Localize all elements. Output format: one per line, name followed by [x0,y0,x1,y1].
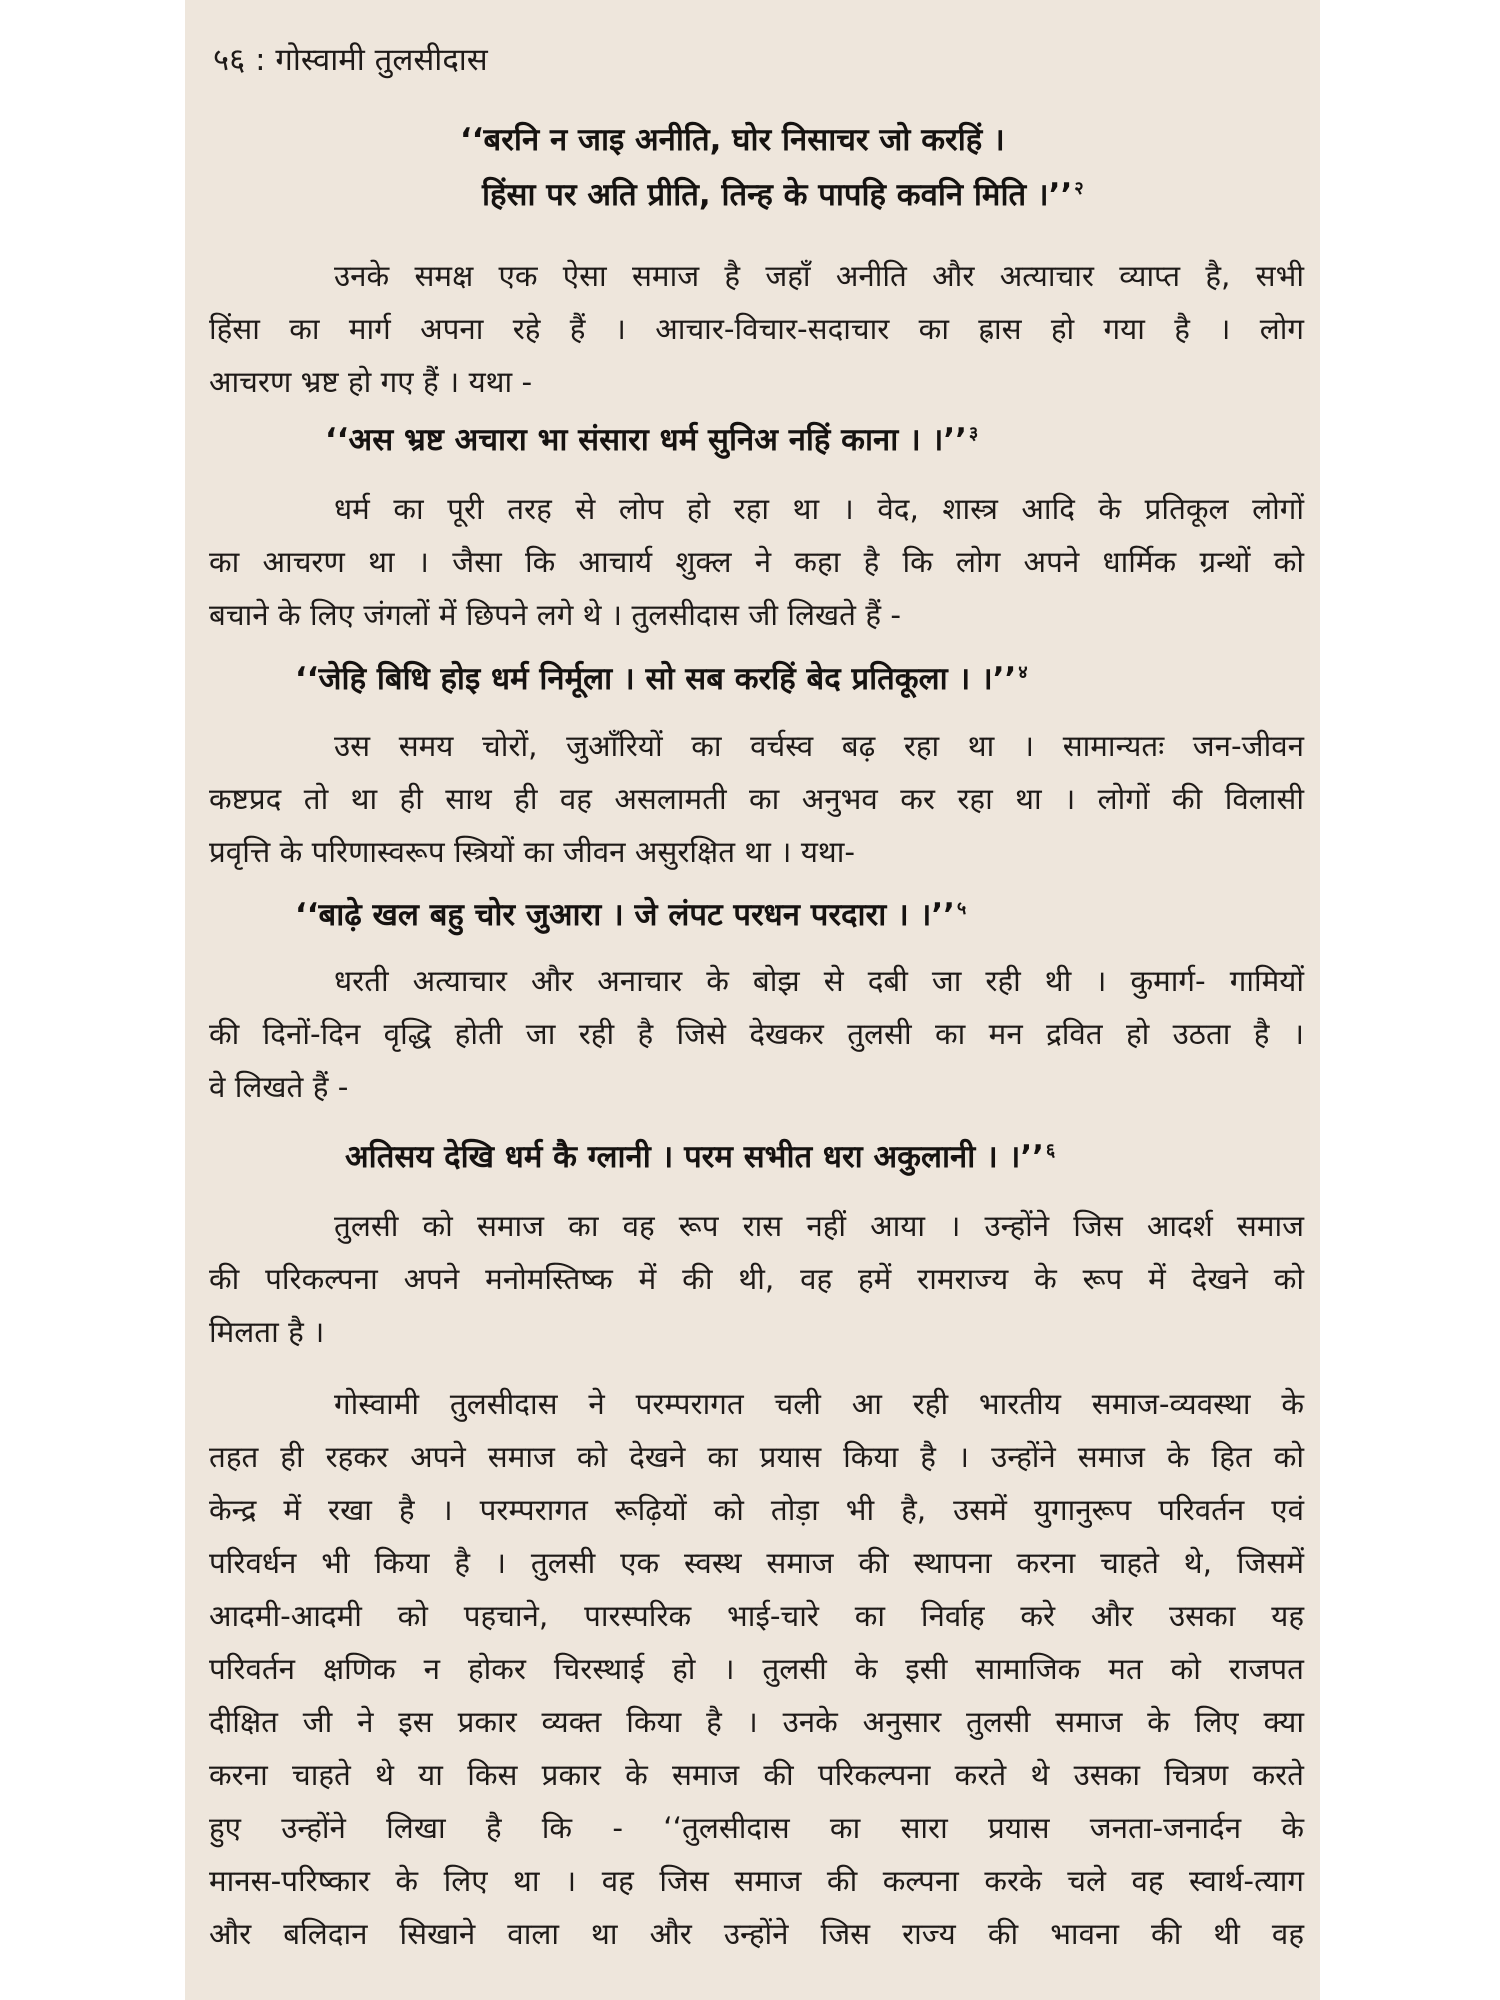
verse-3 [295,657,1028,699]
paragraph-line: तुलसी को समाज का वह रूप रास नहीं आया । उन्होंने जिस आदर्श समाज [334,1209,1304,1243]
paragraph-line: प्रवृत्ति के परिणास्वरूप स्त्रियों का जीवन असुरक्षित था । यथा- [209,835,856,869]
verse-1-line-1: ‘‘बरनि न जाइ अनीति, घोर निसाचर जो करहिं । [460,122,1005,158]
footnote-marker: ४ [1018,661,1028,683]
verse-1-line-2 [482,173,1084,215]
verse-3-text: ‘‘जेहि बिधि होइ धर्म निर्मूला । सो सब करहिं बेद प्रतिकूला । ।’’ [295,661,1017,697]
paragraph-5 [209,1200,1304,1359]
paragraph-line: परिवर्तन क्षणिक न होकर चिरस्थाई हो । तुलसी के इसी सामाजिक मत को राजपत [209,1652,1304,1686]
verse-5-text: अतिसय देखि धर्म कै ग्लानी । परम सभीत धरा अकुलानी । ।’’ [345,1139,1044,1175]
paragraph-1 [209,250,1304,409]
verse-1-line-2-text: हिंसा पर अति प्रीति, तिन्ह के पापहि कवनि मिति ।’’ [482,177,1073,213]
paragraph-line: बचाने के लिए जंगलों में छिपने लगे थे । तुलसीदास जी लिखते हैं - [209,598,902,632]
paragraph-line: उस समय चोरों, जुआँरियों का वर्चस्व बढ़ रहा था । सामान्यतः जन-जीवन [334,729,1304,763]
paragraph-line: धरती अत्याचार और अनाचार के बोझ से दबी जा रही थी । कुमार्ग- गामियों [334,964,1304,998]
paragraph-line: हुए उन्होंने लिखा है कि - ‘‘तुलसीदास का सारा प्रयास जनता-जनार्दन के [209,1811,1304,1845]
book-title: गोस्वामी तुलसीदास [275,42,488,78]
paragraph-line: आदमी-आदमी को पहचाने, पारस्परिक भाई-चारे का निर्वाह करे और उसका यह [209,1599,1304,1633]
paragraph-line: परिवर्धन भी किया है । तुलसी एक स्वस्थ समाज की स्थापना करना चाहते थे, जिसमें [209,1546,1304,1580]
paragraph-4 [209,955,1304,1114]
verse-5 [345,1135,1055,1177]
page-header [213,38,488,80]
page-number: ५६ [213,42,246,78]
paragraph-line: तहत ही रहकर अपने समाज को देखने का प्रयास किया है । उन्होंने समाज के हित को [209,1440,1304,1474]
footnote-marker: ६ [1045,1139,1056,1161]
paragraph-2 [209,483,1304,642]
paragraph-line: का आचरण था । जैसा कि आचार्य शुक्ल ने कहा है कि लोग अपने धार्मिक ग्रन्थों को [209,545,1304,579]
paragraph-line: केन्द्र में रखा है । परम्परागत रूढ़ियों को तोड़ा भी है, उसमें युगानुरूप परिवर्तन एवं [209,1493,1304,1527]
book-page [185,0,1320,2000]
paragraph-3 [209,720,1304,879]
paragraph-line: की परिकल्पना अपने मनोमस्तिष्क में की थी, वह हमें रामराज्य के रूप में देखने को [209,1262,1304,1296]
header-separator: : [255,42,266,78]
paragraph-line: और बलिदान सिखाने वाला था और उन्होंने जिस राज्य की भावना की थी वह [209,1917,1304,1951]
verse-2-text: ‘‘अस भ्रष्ट अचारा भा संसारा धर्म सुनिअ नहिं काना । ।’’ [325,422,967,458]
verse-4 [295,893,966,935]
paragraph-line: उनके समक्ष एक ऐसा समाज है जहाँ अनीति और अत्याचार व्याप्त है, सभी [334,259,1304,293]
paragraph-line: मानस-परिष्कार के लिए था । वह जिस समाज की कल्पना करके चले वह स्वार्थ-त्याग [209,1864,1304,1898]
paragraph-6 [209,1378,1304,1961]
paragraph-line: करना चाहते थे या किस प्रकार के समाज की परिकल्पना करते थे उसका चित्रण करते [209,1758,1304,1792]
footnote-marker: २ [1074,177,1084,199]
paragraph-line: आचरण भ्रष्ट हो गए हैं । यथा - [209,365,533,399]
paragraph-line: दीक्षित जी ने इस प्रकार व्यक्त किया है । उनके अनुसार तुलसी समाज के लिए क्या [209,1705,1304,1739]
paragraph-line: गोस्वामी तुलसीदास ने परम्परागत चली आ रही भारतीय समाज-व्यवस्था के [334,1387,1304,1421]
paragraph-line: की दिनों-दिन वृद्धि होती जा रही है जिसे देखकर तुलसी का मन द्रवित हो उठता है । [209,1017,1304,1051]
footnote-marker: ५ [956,897,967,919]
verse-4-text: ‘‘बाढ़े खल बहु चोर जुआरा । जे लंपट परधन परदारा । ।’’ [295,897,955,933]
paragraph-line: धर्म का पूरी तरह से लोप हो रहा था । वेद, शास्त्र आदि के प्रतिकूल लोगों [334,492,1304,526]
footnote-marker: ३ [968,422,979,444]
paragraph-line: कष्टप्रद तो था ही साथ ही वह असलामती का अनुभव कर रहा था । लोगों की विलासी [209,782,1304,816]
verse-2 [325,418,978,460]
paragraph-line: मिलता है । [209,1315,325,1349]
paragraph-line: हिंसा का मार्ग अपना रहे हैं । आचार-विचार-सदाचार का ह्रास हो गया है । लोग [209,312,1304,346]
paragraph-line: वे लिखते हैं - [209,1070,349,1104]
